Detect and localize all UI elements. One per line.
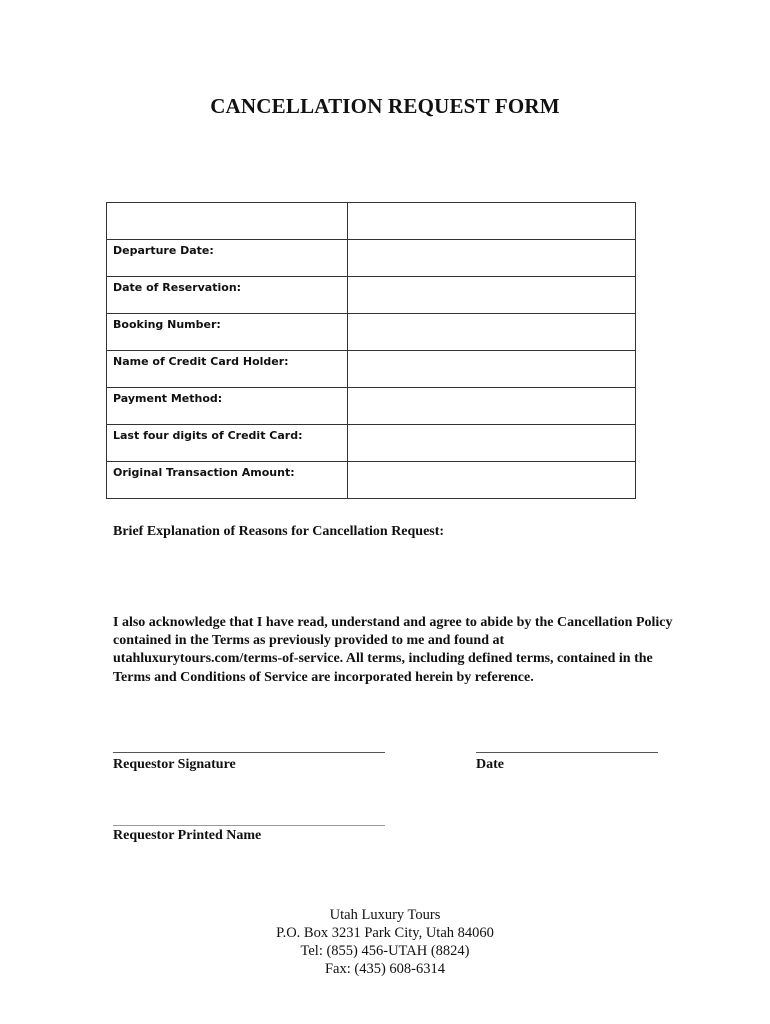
card-holder-name-field[interactable]	[348, 351, 636, 388]
payment-method-label: Payment Method:	[113, 392, 223, 405]
company-phone: Tel: (855) 456-UTAH (8824)	[300, 943, 470, 959]
printed-name-label: Requestor Printed Name	[113, 828, 262, 843]
row-label-cell	[107, 277, 348, 314]
row-label-cell	[107, 240, 348, 277]
row-label-cell	[107, 203, 348, 240]
table-row	[107, 240, 636, 277]
departure-date-field[interactable]	[348, 240, 636, 277]
company-fax: Fax: (435) 608-6314	[324, 961, 445, 977]
transaction-amount-field[interactable]	[348, 462, 636, 499]
table-row	[107, 351, 636, 388]
row-label-cell	[107, 462, 348, 499]
company-name: Utah Luxury Tours	[329, 907, 441, 923]
company-address: P.O. Box 3231 Park City, Utah 84060	[276, 925, 494, 941]
printed-name-line[interactable]	[113, 825, 385, 826]
row-label-cell	[107, 388, 348, 425]
signature-label: Requestor Signature	[113, 757, 236, 772]
booking-number-field[interactable]	[348, 314, 636, 351]
reservation-date-label: Date of Reservation:	[113, 281, 242, 294]
row-label-cell	[107, 425, 348, 462]
page-title: CANCELLATION REQUEST FORM	[210, 94, 560, 118]
table-row	[107, 314, 636, 351]
signature-line[interactable]	[113, 752, 385, 753]
table-row	[107, 277, 636, 314]
date-label: Date	[476, 757, 504, 772]
company-footer	[0, 906, 770, 978]
row-label-cell	[107, 351, 348, 388]
table-row	[107, 388, 636, 425]
card-last-four-field[interactable]	[348, 425, 636, 462]
explanation-heading: Brief Explanation of Reasons for Cancellation Request:	[113, 524, 445, 539]
booking-number-label: Booking Number:	[113, 318, 221, 331]
row-value-field[interactable]	[348, 203, 636, 240]
table-row	[107, 462, 636, 499]
acknowledgement-text: I also acknowledge that I have read, understand and agree to abide by the Cancellation Policy contained in the Terms as previously provided to me and found at utahluxurytours.com/terms-of-service. All terms, including defined terms, contained in the Terms and Conditions of Service are incorporated herein by reference.	[113, 615, 673, 685]
booking-details-table	[106, 202, 636, 499]
transaction-amount-label: Original Transaction Amount:	[113, 466, 295, 479]
reservation-date-field[interactable]	[348, 277, 636, 314]
table-row	[107, 425, 636, 462]
row-label	[113, 203, 347, 207]
date-line[interactable]	[476, 752, 658, 753]
card-holder-name-label: Name of Credit Card Holder:	[113, 355, 289, 368]
table-row	[107, 203, 636, 240]
row-label-cell	[107, 314, 348, 351]
card-last-four-label: Last four digits of Credit Card:	[113, 429, 303, 442]
payment-method-field[interactable]	[348, 388, 636, 425]
departure-date-label: Departure Date:	[113, 244, 214, 257]
